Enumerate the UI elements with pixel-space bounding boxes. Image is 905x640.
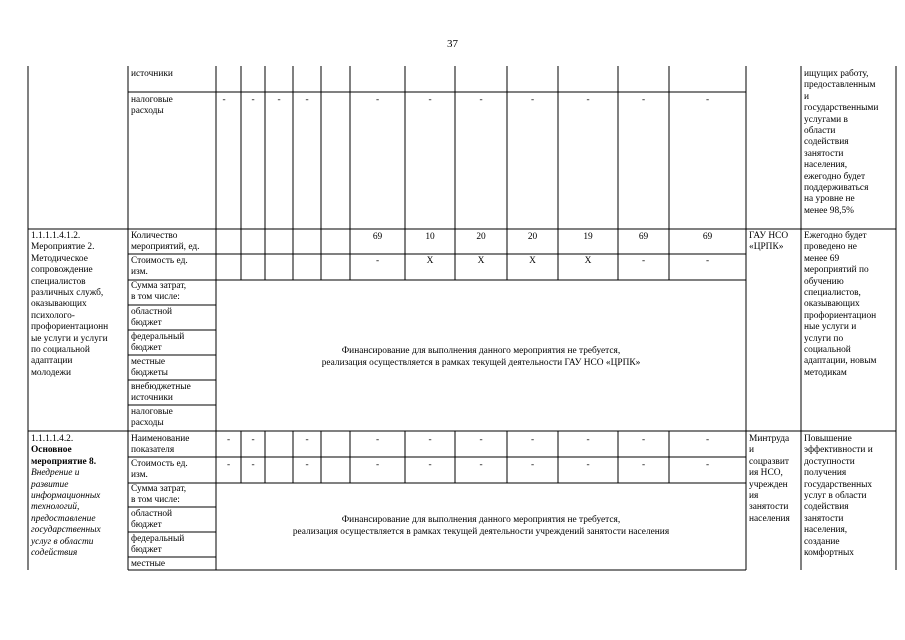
value-cell: -: [222, 95, 226, 105]
cell-sources-cont: источники: [131, 69, 173, 79]
value-cell: -: [705, 460, 710, 470]
cell-source-federal-8: федеральный бюджет: [131, 534, 185, 556]
cell-main-measure: 1.1.1.1.4.2. Основное мероприятие 8. Внедрение и развитие информационных технологий, предоставление государственных услуг в области содействия: [31, 434, 101, 559]
cell-source-total: Сумма затрат, в том числе:: [131, 281, 187, 303]
value-cell: -: [530, 460, 535, 470]
cell-source-regional: областной бюджет: [131, 307, 173, 329]
value-cell: -: [375, 435, 380, 445]
value-cell: -: [479, 460, 483, 470]
cell-source-extrabudget: внебюджетные источники: [131, 382, 191, 404]
value-cell: Х: [426, 256, 434, 266]
value-cell: -: [479, 435, 483, 445]
cell-indicator-cost: Стоимость ед. изм.: [131, 256, 188, 278]
value-cell: -: [277, 95, 281, 105]
value-cell: 10: [425, 232, 435, 242]
page-number: 37: [447, 38, 458, 50]
value-cell: -: [705, 435, 710, 445]
value-cell: -: [375, 460, 380, 470]
value-cell: 69: [638, 232, 649, 242]
value-cell: -: [305, 95, 309, 105]
cell-result: Ежегодно будет проведено не менее 69 мероприятий по обучению специалистов, оказывающих профориентацион ные услуги и услуги по социальной адаптации, новым методикам: [804, 231, 877, 378]
value-cell: -: [705, 95, 710, 105]
cell-executor-8: Минтруда и соцразвит ия НСО, учрежден ия занятости населения: [749, 434, 790, 524]
value-cell: Х: [529, 256, 536, 266]
cell-indicator-count: Количество мероприятий, ед.: [131, 231, 200, 253]
cell-source-federal: федеральный бюджет: [131, 332, 185, 354]
value-cell: -: [586, 460, 590, 470]
value-cell: -: [530, 435, 535, 445]
value-cell: -: [226, 435, 231, 445]
financing-note-8: Финансирование для выполнения данного мероприятия не требуется, реализация осуществляется в рамках текущей деятельности учреждений занятости населения: [292, 515, 670, 537]
value-cell: -: [705, 256, 710, 266]
value-cell: -: [375, 256, 380, 266]
value-cell: -: [479, 95, 483, 105]
value-cell: -: [305, 435, 309, 445]
value-cell: Х: [584, 256, 592, 266]
value-cell: -: [428, 435, 432, 445]
cell-source-total-8: Сумма затрат, в том числе:: [131, 484, 187, 506]
cell-source-local-8: местные: [131, 559, 166, 569]
value-cell: 20: [527, 232, 538, 242]
value-cell: Х: [477, 256, 485, 266]
cell-source-local: местные бюджеты: [131, 357, 168, 379]
cell-indicator-name: Наименование показателя: [131, 434, 190, 456]
value-cell: -: [251, 435, 255, 445]
value-cell: -: [428, 460, 432, 470]
value-cell: -: [375, 95, 380, 105]
value-cell: -: [586, 95, 590, 105]
cell-result-cont: ищущих работу, предоставленным и государственными услугами в области содействия занятости населения, ежегодно будет поддерживаться на уровне не менее 98,5%: [804, 69, 879, 216]
value-cell: -: [530, 95, 535, 105]
value-cell: -: [586, 435, 590, 445]
value-cell: -: [641, 256, 646, 266]
cell-source-regional-8: областной бюджет: [131, 509, 173, 531]
cell-result-8: Повышение эффективности и доступности получения государственных услуг в области содействия занятости населения, создание комфортных: [804, 434, 873, 559]
value-cell: -: [641, 95, 646, 105]
cell-source-tax: налоговые расходы: [131, 407, 173, 429]
cell-executor: ГАУ НСО «ЦРПК»: [749, 231, 789, 253]
financing-note: Финансирование для выполнения данного мероприятия не требуется, реализация осуществляется в рамках текущей деятельности ГАУ НСО «ЦРПК»: [321, 346, 641, 368]
value-cell: -: [251, 460, 255, 470]
cell-nalog-label: налоговые расходы: [131, 95, 173, 117]
value-cell: -: [641, 435, 646, 445]
value-cell: 69: [372, 232, 383, 242]
value-cell: 19: [583, 232, 593, 242]
cell-indicator-cost-8: Стоимость ед. изм.: [131, 459, 188, 481]
value-cell: -: [226, 460, 231, 470]
cell-measure-name: 1.1.1.1.4.1.2. Мероприятие 2. Методическое сопровождение специалистов различных служб, оказывающих психолого- профориентационн ые услуги и услуги по социальной адаптации молодежи: [31, 231, 109, 378]
value-cell: -: [428, 95, 432, 105]
value-cell: -: [251, 95, 255, 105]
value-cell: 69: [702, 232, 713, 242]
value-cell: -: [641, 460, 646, 470]
value-cell: -: [305, 460, 309, 470]
value-cell: 20: [476, 232, 486, 242]
